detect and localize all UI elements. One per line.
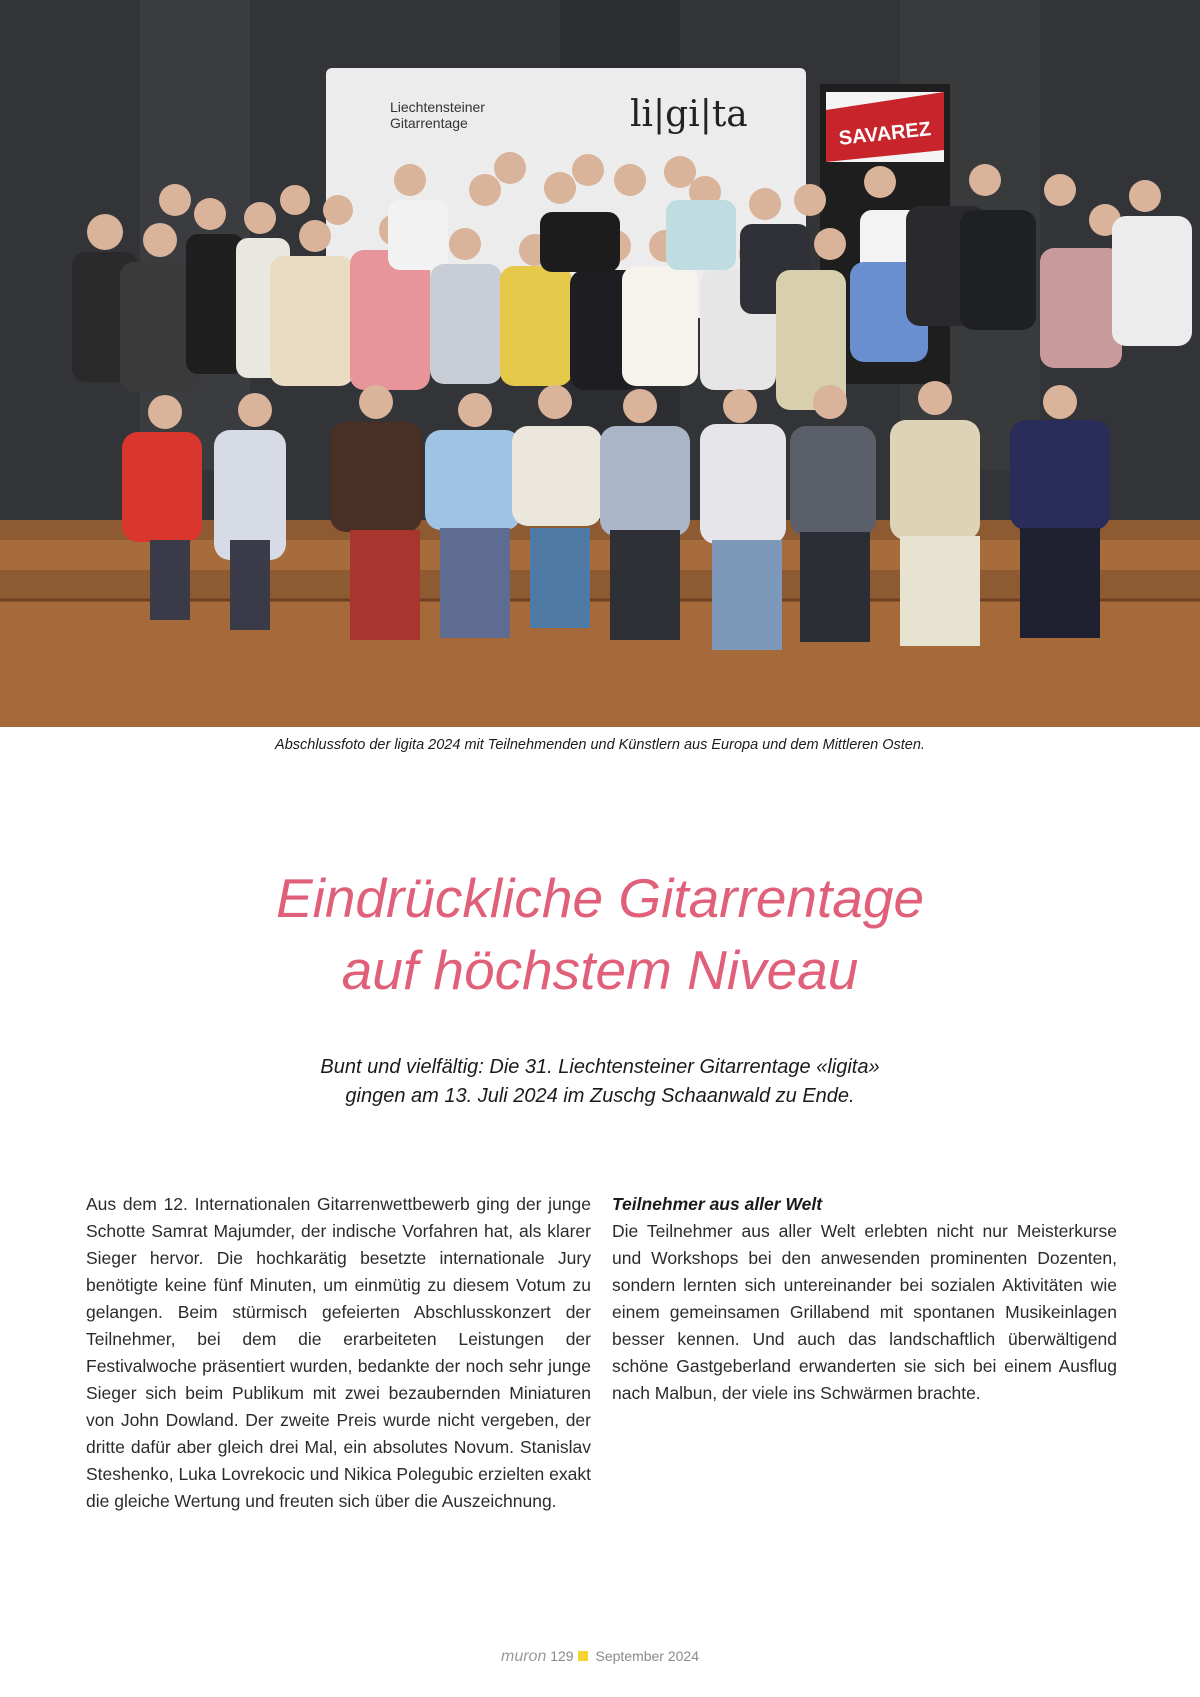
body-paragraph-left: Aus dem 12. Internationalen Gitarrenwettbewerb ging der junge Schotte Samrat Majumder, der indische Vorfahren hat, als klarer Sieger hervor. Die hochkarätig besetzte internationale Jury benötigte keine fünf Minuten, um einmütig zu diesem Votum zu gelangen. Beim stürmisch gefeierten Abschlusskonzert der Teilnehmer, bei dem die erarbeiteten Leistungen der Festivalwoche präsentiert wurden, bedankte der noch sehr junge Sieger sich beim Publikum mit zwei bezaubernden Miniaturen von John Dowland. Der zweite Preis wurde nicht vergeben, der dritte dafür aber gleich drei Mal, ein absolutes Novum. Stanislav Steshenko, Luka Lovrekocic und Nikica Polegubic erzielten exakt die gleiche Wertung und freuten sich über die Auszeichnung. (86, 1194, 591, 1511)
body-column-left (86, 1191, 591, 1515)
headline-line-2: auf höchstem Niveau (341, 939, 859, 1001)
issue-number: 129 (550, 1648, 574, 1664)
lead-line-2: gingen am 13. Juli 2024 im Zuschg Schaanwald zu Ende. (345, 1085, 855, 1107)
issue-date: September 2024 (595, 1648, 700, 1664)
magazine-brand: muron (500, 1648, 547, 1665)
sponsor-logo: SAVAREZ (837, 118, 933, 150)
group-photo-illustration (0, 0, 1200, 727)
banner-org-line1: Liechtensteiner (390, 99, 485, 115)
body-paragraph-right: Die Teilnehmer aus aller Welt erlebten nicht nur Meisterkurse und Workshops bei den anwesenden prominenten Dozenten, sondern lernten sich untereinander bei sozialen Aktivitäten wie einem gemeinsamen Grillabend mit spontanen Musikeinlagen besser kennen. Und auch das landschaftlich überwältigend schöne Gastgeberland erwanderten sie sich bei einem Ausflug nach Malbun, der viele ins Schwärmen brachte. (612, 1221, 1117, 1403)
banner-logo: li|gi|ta (630, 94, 748, 135)
subheading: Teilnehmer aus aller Welt (612, 1194, 823, 1214)
photo-caption: Abschlussfoto der ligita 2024 mit Teilnehmenden und Künstlern aus Europa und dem Mittleren Osten. (275, 737, 925, 753)
body-column-right (612, 1191, 1117, 1407)
headline-line-1: Eindrückliche Gitarrentage (275, 867, 925, 929)
group-photo (0, 0, 1200, 727)
banner-org-line2: Gitarrentage (390, 115, 468, 131)
page-footer (0, 1648, 1200, 1666)
separator-square-icon (578, 1651, 588, 1661)
article-lead (150, 1053, 1050, 1111)
article-headline (100, 862, 1100, 1006)
lead-line-1: Bunt und vielfältig: Die 31. Liechtensteiner Gitarrentage «ligita» (320, 1056, 880, 1078)
